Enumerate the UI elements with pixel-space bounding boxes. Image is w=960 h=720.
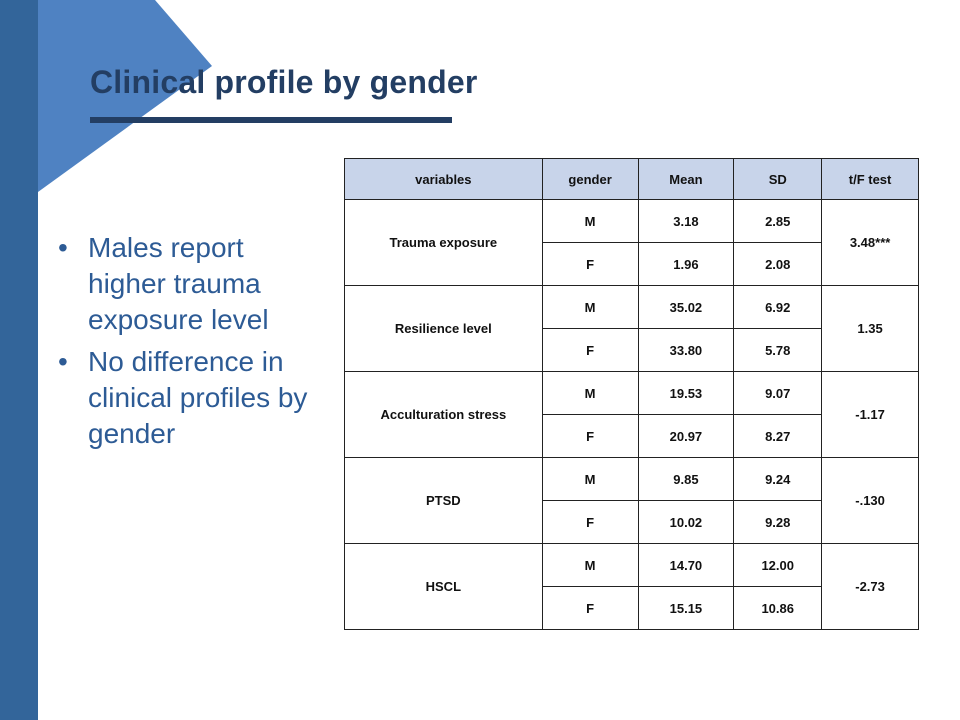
gender-cell: F bbox=[542, 501, 638, 544]
bullet-text: Males report higher trauma exposure level bbox=[88, 232, 269, 335]
table-header-row bbox=[345, 159, 919, 200]
sd-cell: 12.00 bbox=[734, 544, 822, 587]
header-gender: gender bbox=[542, 159, 638, 200]
gender-cell: F bbox=[542, 243, 638, 286]
table-row bbox=[345, 286, 919, 329]
header-mean: Mean bbox=[638, 159, 734, 200]
mean-cell: 10.02 bbox=[638, 501, 734, 544]
header-test: t/F test bbox=[822, 159, 919, 200]
bullet-text: No difference in clinical profiles by gender bbox=[88, 346, 308, 449]
variable-cell: PTSD bbox=[345, 458, 543, 544]
bullet-item bbox=[58, 230, 328, 338]
mean-cell: 1.96 bbox=[638, 243, 734, 286]
clinical-profile-table bbox=[344, 158, 919, 630]
table-row bbox=[345, 544, 919, 587]
bullet-dot-icon: • bbox=[58, 232, 68, 263]
mean-cell: 35.02 bbox=[638, 286, 734, 329]
bullet-list bbox=[58, 230, 328, 458]
sd-cell: 6.92 bbox=[734, 286, 822, 329]
gender-cell: F bbox=[542, 415, 638, 458]
table-row bbox=[345, 458, 919, 501]
test-cell: 1.35 bbox=[822, 286, 919, 372]
sd-cell: 10.86 bbox=[734, 587, 822, 630]
title-underline bbox=[90, 117, 452, 123]
sd-cell: 9.24 bbox=[734, 458, 822, 501]
header-sd: SD bbox=[734, 159, 822, 200]
mean-cell: 9.85 bbox=[638, 458, 734, 501]
table-row bbox=[345, 372, 919, 415]
bullet-dot-icon: • bbox=[58, 346, 68, 377]
test-cell: 3.48*** bbox=[822, 200, 919, 286]
mean-cell: 14.70 bbox=[638, 544, 734, 587]
bullet-item bbox=[58, 344, 328, 452]
test-cell: -1.17 bbox=[822, 372, 919, 458]
sd-cell: 9.07 bbox=[734, 372, 822, 415]
mean-cell: 20.97 bbox=[638, 415, 734, 458]
gender-cell: F bbox=[542, 587, 638, 630]
gender-cell: M bbox=[542, 286, 638, 329]
mean-cell: 3.18 bbox=[638, 200, 734, 243]
variable-cell: Acculturation stress bbox=[345, 372, 543, 458]
gender-cell: F bbox=[542, 329, 638, 372]
variable-cell: HSCL bbox=[345, 544, 543, 630]
variable-cell: Resilience level bbox=[345, 286, 543, 372]
test-cell: -.130 bbox=[822, 458, 919, 544]
header-variables: variables bbox=[345, 159, 543, 200]
gender-cell: M bbox=[542, 372, 638, 415]
mean-cell: 15.15 bbox=[638, 587, 734, 630]
sd-cell: 2.85 bbox=[734, 200, 822, 243]
slide-title: Clinical profile by gender bbox=[90, 64, 478, 100]
mean-cell: 33.80 bbox=[638, 329, 734, 372]
variable-cell: Trauma exposure bbox=[345, 200, 543, 286]
test-cell: -2.73 bbox=[822, 544, 919, 630]
sd-cell: 9.28 bbox=[734, 501, 822, 544]
gender-cell: M bbox=[542, 458, 638, 501]
table-row bbox=[345, 200, 919, 243]
sd-cell: 2.08 bbox=[734, 243, 822, 286]
sd-cell: 5.78 bbox=[734, 329, 822, 372]
gender-cell: M bbox=[542, 544, 638, 587]
sd-cell: 8.27 bbox=[734, 415, 822, 458]
mean-cell: 19.53 bbox=[638, 372, 734, 415]
gender-cell: M bbox=[542, 200, 638, 243]
